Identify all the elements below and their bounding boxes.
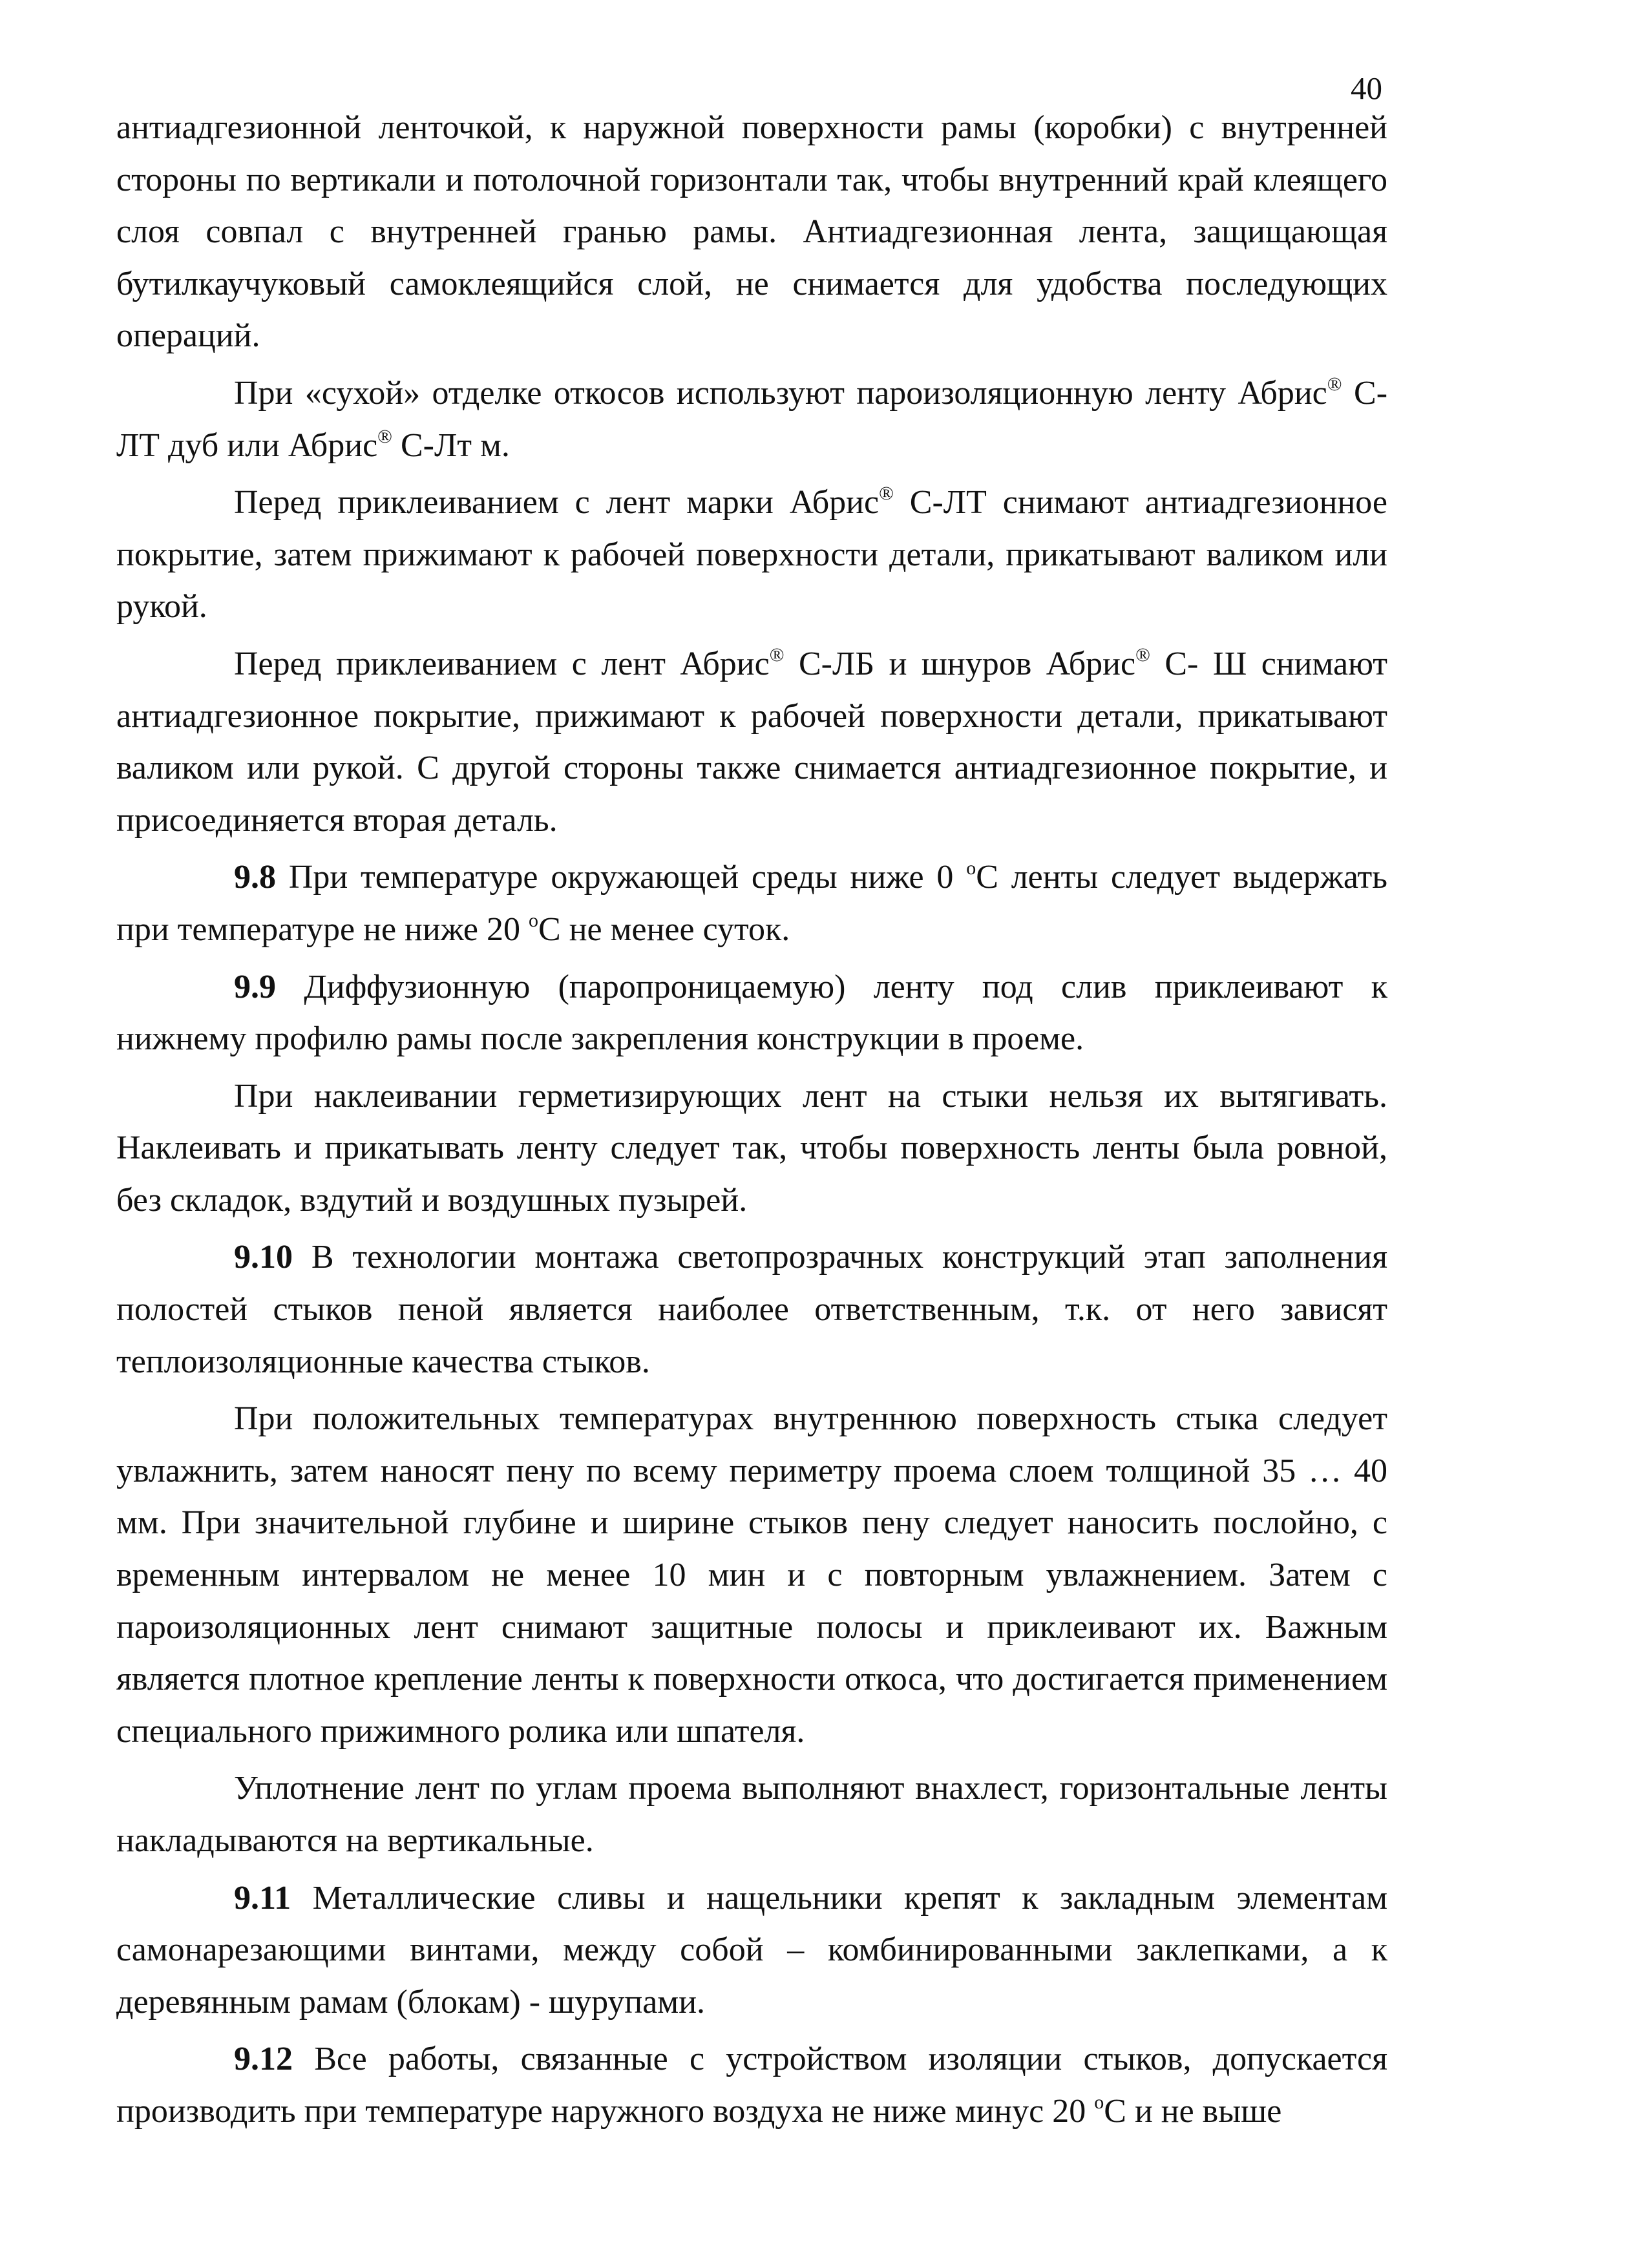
paragraph xyxy=(116,102,1387,362)
text-segment: Перед приклеиванием с лент Абрис xyxy=(234,645,770,682)
text-segment: C ленты следует выдержать при температуре не ниже 20 xyxy=(116,859,1387,948)
degree-mark: o xyxy=(529,909,539,931)
registered-mark: ® xyxy=(769,644,785,666)
paragraph xyxy=(116,477,1387,633)
registered-mark: ® xyxy=(377,425,392,447)
section-number: 9.8 xyxy=(234,859,276,896)
section-number: 9.10 xyxy=(234,1239,293,1276)
paragraph xyxy=(116,1873,1387,2029)
section-number: 9.11 xyxy=(234,1879,291,1916)
section-number: 9.12 xyxy=(234,2041,293,2078)
text-segment: С- Ш снимают антиадгезионное покрытие, прижимают к рабочей поверхности детали, прикатывают валиком или рукой. С другой стороны также снимается антиадгезионное покрытие, и присоединяется вторая деталь. xyxy=(116,645,1388,839)
degree-mark: o xyxy=(966,857,976,879)
text-segment: Перед приклеиванием с лент марки Абрис xyxy=(234,484,880,521)
paragraph-text: В технологии монтажа светопрозрачных конструкций этап заполнения полостей стыков пеной является наиболее ответственным, т.к. от него зависят теплоизоляционные качества стыков. xyxy=(116,1239,1388,1380)
paragraph xyxy=(116,852,1387,956)
text-segment: Все работы, связанные с устройством изоляции стыков, допускается производить при температуре наружного воздуха не ниже минус 20 xyxy=(116,2041,1387,2130)
paragraph-text: Диффузионную (паропроницаемую) ленту под слив приклеивают к нижнему профилю рамы после закрепления конструкции в проеме. xyxy=(116,968,1387,1058)
text-segment: При температуре окружающей среды ниже 0 xyxy=(288,859,967,896)
text-segment: С-ЛТ дуб или Абрис xyxy=(116,374,1388,464)
paragraph xyxy=(116,1071,1387,1227)
paragraph-text: Металлические сливы и нащельники крепят к закладным элементам самонарезающими винтами, между собой – комбинированными заклепками, а к деревянным рамам (блокам) - шурупами. xyxy=(116,1879,1388,2021)
paragraph-text: антиадгезионной ленточкой, к наружной поверхности рамы (коробки) с внутренней стороны по вертикали и потолочной горизонтали так, чтобы внутренний край клеящего слоя совпал с внутренней гранью рамы. Антиадгезионная лента, защищающая бутилкаучуковый самоклеящийся слой, не снимается для удобства последующих операций. xyxy=(116,109,1387,355)
paragraph xyxy=(116,961,1387,1066)
paragraph xyxy=(116,2033,1387,2137)
paragraph-text: При положительных температурах внутреннюю поверхность стыка следует увлажнить, затем наносят пену по всему периметру проема слоем толщиной 35 … 40 мм. При значительной глубине и ширине стыков пену следует наносить послойно, с временным интервалом не менее 10 мин и с повторным увлажнением. Затем с пароизоляционных лент снимают защитные полосы и приклеивают их. Важным является плотное крепление ленты к поверхности откоса, что достигается применением специального прижимного ролика или шпателя. xyxy=(116,1400,1387,1750)
registered-mark: ® xyxy=(1135,644,1150,666)
text-segment: С-ЛТ снимают антиадгезионное покрытие, затем прижимают к рабочей поверхности детали, прикатывают валиком или рукой. xyxy=(116,484,1388,625)
degree-mark: o xyxy=(1094,2091,1104,2113)
paragraph xyxy=(116,1232,1387,1388)
registered-mark: ® xyxy=(879,483,894,505)
text-segment: С-ЛБ и шнуров Абрис xyxy=(798,645,1136,682)
paragraph xyxy=(116,368,1387,472)
text-segment: C и не выше xyxy=(1104,2092,1282,2130)
paragraph xyxy=(116,1763,1387,1867)
registered-mark: ® xyxy=(1327,373,1342,395)
body-text xyxy=(116,102,1387,2138)
section-number: 9.9 xyxy=(234,968,276,1005)
paragraph-text: Уплотнение лент по углам проема выполняют внахлест, горизонтальные ленты накладываются на вертикальные. xyxy=(116,1770,1387,1859)
text-segment: C не менее суток. xyxy=(538,910,790,948)
text-segment: При «сухой» отделке откосов используют пароизоляционную ленту Абрис xyxy=(234,374,1327,412)
paragraph xyxy=(116,1393,1387,1758)
text-segment: С-Лт м. xyxy=(400,426,510,464)
paragraph xyxy=(116,638,1387,846)
page-number: 40 xyxy=(1351,70,1382,106)
paragraph-text: При наклеивании герметизирующих лент на стыки нельзя их вытягивать. Наклеивать и прикатывать ленту следует так, чтобы поверхность ленты была ровной, без складок, вздутий и воздушных пузырей. xyxy=(116,1077,1387,1219)
